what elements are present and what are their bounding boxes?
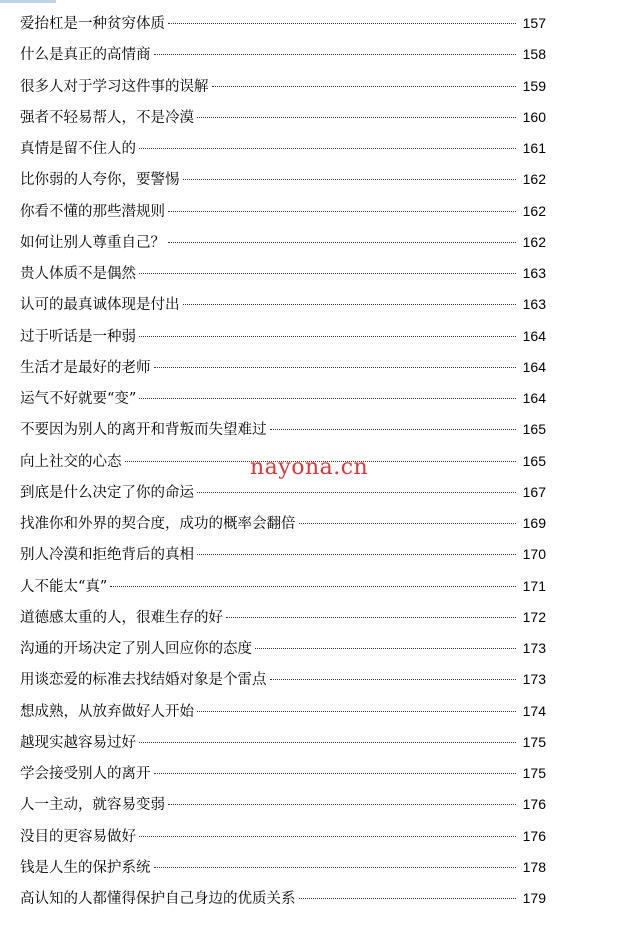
toc-entry[interactable] — [20, 71, 546, 102]
toc-entry[interactable] — [20, 39, 546, 70]
toc-entry-page-number: 159 — [522, 77, 546, 94]
toc-dot-leader — [139, 836, 516, 837]
toc-dot-leader — [299, 898, 517, 899]
toc-dot-leader — [168, 211, 516, 212]
toc-entry[interactable] — [20, 508, 546, 539]
toc-entry-page-number: 167 — [522, 483, 546, 500]
toc-dot-leader — [270, 429, 517, 430]
toc-entry[interactable] — [20, 383, 546, 414]
toc-entry-title: 运气不好就要“变” — [20, 391, 137, 407]
toc-entry[interactable] — [20, 258, 546, 289]
toc-entry[interactable] — [20, 758, 546, 789]
toc-entry-title: 没目的更容易做好 — [20, 828, 136, 845]
toc-entry[interactable] — [20, 133, 546, 164]
toc-entry-page-number: 179 — [522, 890, 546, 906]
toc-entry-title: 比你弱的人夸你，要警惕 — [20, 172, 180, 189]
toc-entry-page-number: 176 — [522, 827, 546, 844]
toc-entry[interactable] — [20, 633, 546, 664]
toc-dot-leader — [154, 867, 517, 868]
toc-entry[interactable] — [20, 727, 546, 758]
toc-entry-title: 贵人体质不是偶然 — [20, 266, 136, 282]
toc-entry-page-number: 171 — [522, 577, 546, 594]
toc-entry[interactable] — [20, 821, 546, 852]
toc-entry-page-number: 161 — [522, 140, 546, 156]
toc-entry-page-number: 175 — [522, 765, 546, 781]
toc-entry-page-number: 170 — [522, 546, 546, 563]
toc-entry-title: 不要因为别人的离开和背叛而失望难过 — [20, 422, 267, 439]
toc-dot-leader — [139, 273, 516, 274]
toc-dot-leader — [226, 617, 516, 618]
toc-entry[interactable] — [20, 789, 546, 820]
toc-entry-title: 用谈恋爱的标准去找结婚对象是个雷点 — [20, 672, 267, 689]
toc-entry[interactable] — [20, 414, 546, 445]
toc-entry-title: 别人冷漠和拒绝背后的真相 — [20, 547, 194, 564]
toc-dot-leader — [154, 773, 517, 774]
toc-entry-title: 如何让别人尊重自己？ — [20, 234, 165, 251]
toc-entry-page-number: 165 — [522, 452, 546, 469]
toc-dot-leader — [168, 804, 516, 805]
toc-entry-title: 认可的最真诚体现是付出 — [20, 297, 180, 314]
toc-entry-title: 人不能太“真” — [20, 578, 108, 595]
toc-entry-page-number: 163 — [522, 265, 546, 281]
toc-dot-leader — [197, 117, 516, 118]
toc-entry-page-number: 162 — [522, 233, 546, 250]
page-tab-indicator — [0, 0, 56, 3]
toc-entry-page-number: 175 — [522, 733, 546, 750]
toc-entry-title: 爱抬杠是一种贫穷体质 — [20, 16, 165, 32]
toc-entry-title: 向上社交的心态 — [20, 453, 122, 470]
toc-entry[interactable] — [20, 321, 546, 352]
toc-entry-title: 想成熟，从放弃做好人开始 — [20, 703, 194, 720]
toc-dot-leader — [139, 336, 516, 337]
toc-entry-page-number: 172 — [522, 608, 546, 625]
toc-entry-title: 生活才是最好的老师 — [20, 359, 151, 376]
toc-dot-leader — [212, 86, 517, 87]
toc-dot-leader — [139, 742, 516, 743]
toc-entry[interactable] — [20, 164, 546, 195]
toc-entry-title: 越现实越容易过好 — [20, 734, 136, 751]
toc-entry-title: 真情是留不住人的 — [20, 141, 136, 157]
toc-entry-title: 人一主动，就容易变弱 — [20, 797, 165, 814]
toc-dot-leader — [168, 242, 516, 243]
toc-entry[interactable] — [20, 289, 546, 320]
toc-entry-page-number: 173 — [522, 640, 546, 656]
toc-dot-leader — [183, 304, 517, 305]
toc-entry-page-number: 174 — [522, 702, 546, 719]
toc-entry-title: 很多人对于学习这件事的误解 — [20, 78, 209, 95]
toc-entry[interactable] — [20, 664, 546, 695]
toc-entry-title: 钱是人生的保护系统 — [20, 859, 151, 876]
toc-entry-title: 找准你和外界的契合度，成功的概率会翻倍 — [20, 516, 296, 532]
toc-dot-leader — [154, 367, 517, 368]
toc-entry[interactable] — [20, 602, 546, 633]
toc-entry-page-number: 173 — [522, 671, 546, 688]
toc-entry-title: 道德感太重的人，很难生存的好 — [20, 609, 223, 626]
toc-dot-leader — [197, 554, 516, 555]
toc-entry-page-number: 164 — [522, 327, 546, 344]
toc-entry[interactable] — [20, 477, 546, 508]
toc-dot-leader — [197, 492, 516, 493]
toc-entry-page-number: 164 — [522, 390, 546, 406]
toc-entry[interactable] — [20, 883, 546, 914]
toc-dot-leader — [197, 711, 516, 712]
toc-dot-leader — [139, 398, 516, 399]
toc-entry[interactable] — [20, 352, 546, 383]
toc-entry[interactable] — [20, 227, 546, 258]
toc-entry[interactable] — [20, 696, 546, 727]
toc-dot-leader — [299, 523, 517, 524]
toc-entry-page-number: 164 — [522, 358, 546, 375]
toc-entry-page-number: 162 — [522, 171, 546, 188]
toc-entry[interactable] — [20, 102, 546, 133]
toc-entry-page-number: 157 — [522, 15, 546, 31]
toc-entry[interactable] — [20, 571, 546, 602]
toc-entry-page-number: 176 — [522, 796, 546, 813]
toc-entry-title: 什么是真正的高情商 — [20, 47, 151, 64]
toc-dot-leader — [183, 179, 517, 180]
toc-entry-page-number: 162 — [522, 202, 546, 219]
toc-entry[interactable] — [20, 852, 546, 883]
toc-entry[interactable] — [20, 8, 546, 39]
toc-dot-leader — [110, 586, 516, 587]
toc-entry-page-number: 163 — [522, 296, 546, 313]
toc-entry-title: 高认知的人都懂得保护自己身边的优质关系 — [20, 891, 296, 907]
toc-entry-page-number: 158 — [522, 46, 546, 63]
toc-entry-title: 沟通的开场决定了别人回应你的态度 — [20, 641, 252, 657]
toc-entry-title: 你看不懂的那些潜规则 — [20, 203, 165, 220]
toc-entry-title: 到底是什么决定了你的命运 — [20, 484, 194, 501]
toc-entry-page-number: 169 — [522, 515, 546, 531]
toc-dot-leader — [168, 23, 516, 24]
toc-entry-title: 学会接受别人的离开 — [20, 766, 151, 782]
toc-entry[interactable] — [20, 539, 546, 570]
toc-entry-page-number: 165 — [522, 421, 546, 438]
watermark-text: nayona.cn — [250, 455, 369, 480]
toc-entry[interactable] — [20, 196, 546, 227]
toc-dot-leader — [139, 148, 516, 149]
toc-dot-leader — [154, 54, 517, 55]
toc-entry-page-number: 160 — [522, 108, 546, 125]
toc-dot-leader — [255, 648, 516, 649]
toc-dot-leader — [270, 679, 517, 680]
toc-entry-title: 强者不轻易帮人，不是冷漠 — [20, 109, 194, 126]
toc-entry-title: 过于听话是一种弱 — [20, 328, 136, 345]
toc-entry-page-number: 178 — [522, 858, 546, 875]
